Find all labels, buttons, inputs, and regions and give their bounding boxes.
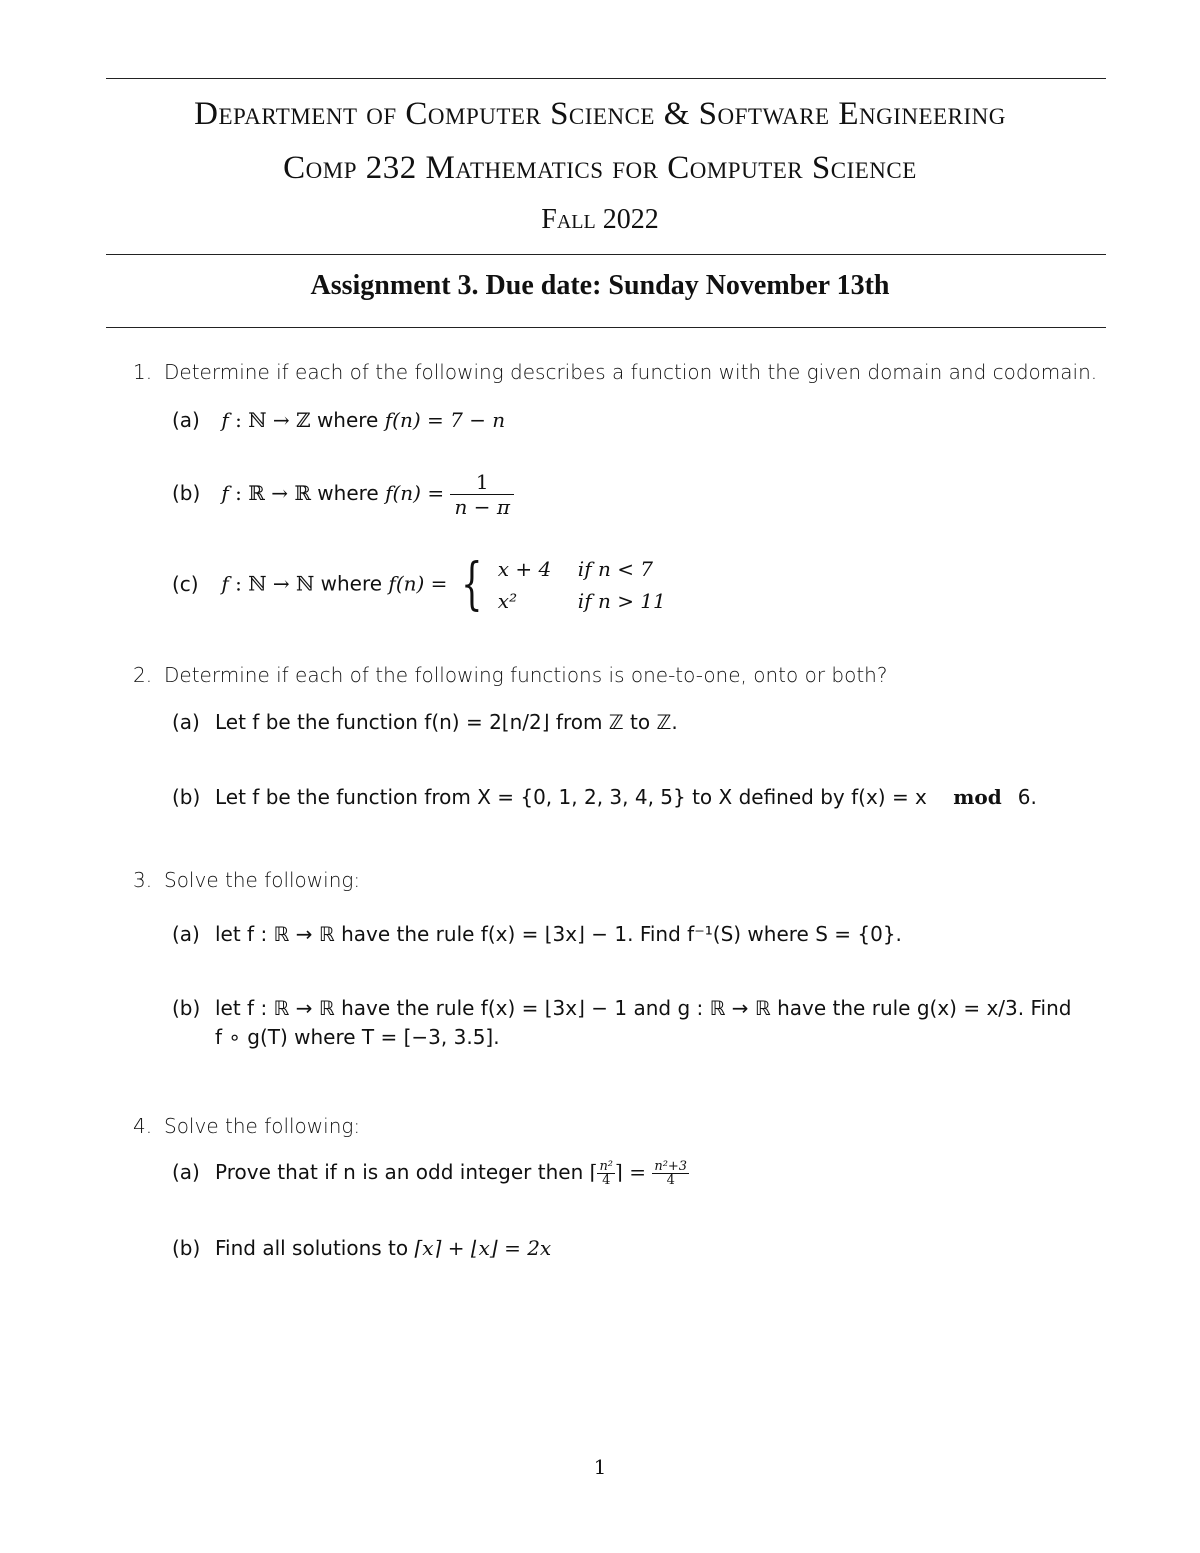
lhs-numerator: n² (599, 1159, 614, 1174)
denominator: n − π (454, 495, 510, 519)
question-number: 1. (133, 360, 153, 384)
part-text: Let f be the function f(n) = 2⌊n/2⌋ from ℤ to ℤ. (215, 710, 678, 734)
mod-operator: mod (953, 785, 1002, 809)
question-text: Solve the following: (164, 868, 361, 892)
piecewise-cases (454, 553, 666, 617)
where-text: where (317, 481, 379, 505)
ceiling-right-bracket: ⌉ (615, 1160, 623, 1184)
case-row (498, 585, 666, 617)
header-rule (106, 254, 1106, 255)
part-text-line-2: f ∘ g(T) where T = [−3, 3.5]. (215, 1025, 500, 1049)
part-label: (a) (172, 1160, 200, 1184)
rhs-denominator: 4 (666, 1173, 675, 1188)
equation: ⌈x⌉ + ⌊x⌋ = 2x (414, 1236, 552, 1260)
where-text: where (320, 571, 383, 596)
question-number: 2. (133, 663, 153, 687)
domain-map: : ℕ → ℕ (235, 571, 315, 596)
question-3b (172, 996, 1071, 1020)
function-rule: 7 − n (450, 408, 506, 432)
case-condition: if n < 7 (577, 557, 654, 581)
question-2a (172, 710, 678, 734)
function-symbol: f (221, 571, 229, 596)
question-number: 3. (133, 868, 153, 892)
rhs-fraction (652, 1160, 689, 1187)
part-label: (b) (172, 1236, 201, 1260)
part-label: (a) (172, 408, 200, 432)
question-3 (133, 868, 360, 892)
question-2 (133, 663, 887, 687)
title-rule (106, 327, 1106, 328)
course-heading: Comp 232 Mathematics for Computer Science (283, 150, 917, 186)
question-3a (172, 922, 902, 946)
part-label: (a) (172, 922, 200, 946)
where-text: where (316, 408, 379, 432)
question-4a (172, 1160, 689, 1187)
fraction (450, 470, 514, 519)
numerator: 1 (450, 470, 514, 495)
part-label: (c) (172, 571, 199, 596)
left-brace: { (460, 552, 483, 617)
function-notation: f(n) = (384, 408, 444, 432)
question-number: 4. (133, 1114, 153, 1138)
part-text: Find all solutions to (215, 1236, 409, 1260)
part-text: Prove that if n is an odd integer then (215, 1160, 584, 1184)
part-label: (b) (172, 785, 201, 809)
question-text: Solve the following: (164, 1114, 361, 1138)
part-text: Let f be the function from X = {0, 1, 2, 3, 4, 5} to X defined by f(x) = x (215, 785, 927, 809)
part-label: (b) (172, 996, 201, 1020)
case-condition: if n > 11 (577, 589, 666, 613)
question-1c (172, 553, 666, 617)
function-symbol: f (221, 481, 229, 505)
equals-sign: = (629, 1160, 646, 1184)
question-text: Determine if each of the following describes a function with the given domain and codomain. (164, 360, 1098, 384)
question-4 (133, 1114, 360, 1138)
case-expression: x² (497, 589, 518, 613)
lhs-fraction (597, 1160, 615, 1187)
page-number: 1 (593, 1455, 607, 1479)
case-row (498, 553, 666, 585)
question-1 (133, 360, 1097, 384)
part-text-end: 6. (1017, 785, 1037, 809)
question-2b (172, 785, 1037, 809)
department-heading: Department of Computer Science & Software Engineering (194, 96, 1006, 132)
part-label: (a) (172, 710, 200, 734)
top-rule (106, 78, 1106, 79)
domain-map: : ℝ → ℝ (235, 481, 311, 505)
case-expression: x + 4 (497, 557, 552, 581)
lhs-denominator: 4 (602, 1173, 611, 1188)
part-text-line-1: let f : ℝ → ℝ have the rule f(x) = ⌊3x⌋ − 1 and g : ℝ → ℝ have the rule g(x) = x/3. Find (215, 996, 1072, 1020)
question-4b (172, 1236, 551, 1260)
function-symbol: f (221, 408, 229, 432)
question-text: Determine if each of the following functions is one-to-one, onto or both? (164, 663, 888, 687)
function-notation: f(n) = (388, 571, 448, 596)
rhs-numerator: n²+3 (654, 1159, 688, 1174)
term-heading: Fall 2022 (541, 204, 659, 235)
ceiling-left-bracket: ⌈ (589, 1160, 598, 1184)
domain-map: : ℕ → ℤ (235, 408, 311, 432)
question-1a (172, 408, 505, 432)
question-3b-continued (215, 1025, 500, 1049)
part-label: (b) (172, 481, 201, 505)
part-text: let f : ℝ → ℝ have the rule f(x) = ⌊3x⌋ − 1. Find f⁻¹(S) where S = {0}. (215, 922, 902, 946)
cases-table (498, 553, 666, 617)
assignment-title: Assignment 3. Due date: Sunday November 13th (310, 270, 890, 301)
function-notation: f(n) = (385, 481, 445, 505)
question-1b (172, 470, 514, 519)
